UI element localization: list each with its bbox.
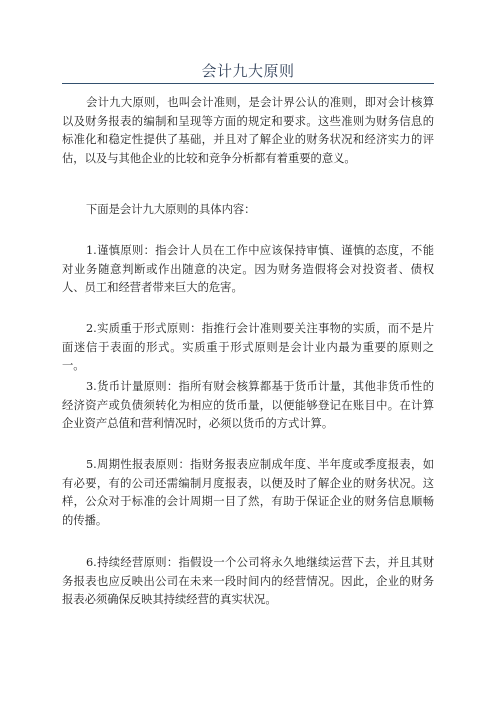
principle-3-paragraph: 3.货币计量原则：指所有财会核算都基于货币计量，其他非货币性的经济资产或负债须转化为相应的货币量，以便能够登记在账目中。在计算企业资产总值和营利情况时，必须以货币的方式计算。 — [62, 380, 434, 430]
title-underline — [62, 83, 434, 84]
principle-5-paragraph: 5.周期性报表原则：指财务报表应制成年度、半年度或季度报表，如有必要，有的公司还需编制月度报表，以便及时了解企业的财务状况。这样，公众对于标准的会计周期一目了然，有助于保证企业的财务信息顺畅的传播。 — [62, 458, 434, 527]
principle-2-paragraph: 2.实质重于形式原则：指推行会计准则要关注事物的实质，而不是片面迷信于表面的形式。实质重于形式原则是会计业内最为重要的原则之一。 — [62, 322, 434, 372]
list-intro-paragraph: 下面是会计九大原则的具体内容： — [86, 203, 256, 216]
principle-6-paragraph: 6.持续经营原则：指假设一个公司将永久地继续运营下去，并且其财务报表也应反映出公司在未来一段时间内的经营情况。因此，企业的财务报表必须确保反映其持续经营的真实状况。 — [62, 556, 434, 606]
intro-paragraph: 会计九大原则，也叫会计准则，是会计界公认的准则，即对会计核算以及财务报表的编制和呈现等方面的规定和要求。这些准则为财务信息的标准化和稳定性提供了基础，并且对了解企业的财务状况和经济实力的评估，以及与其他企业的比较和竞争分析都有着重要的意义。 — [62, 96, 434, 165]
document-title: 会计九大原则 — [201, 62, 295, 80]
principle-1-paragraph: 1.谨慎原则：指会计人员在工作中应该保持审慎、谨慎的态度，不能对业务随意判断或作出随意的决定。因为财务造假将会对投资者、债权人、员工和经营者带来巨大的危害。 — [62, 244, 434, 294]
